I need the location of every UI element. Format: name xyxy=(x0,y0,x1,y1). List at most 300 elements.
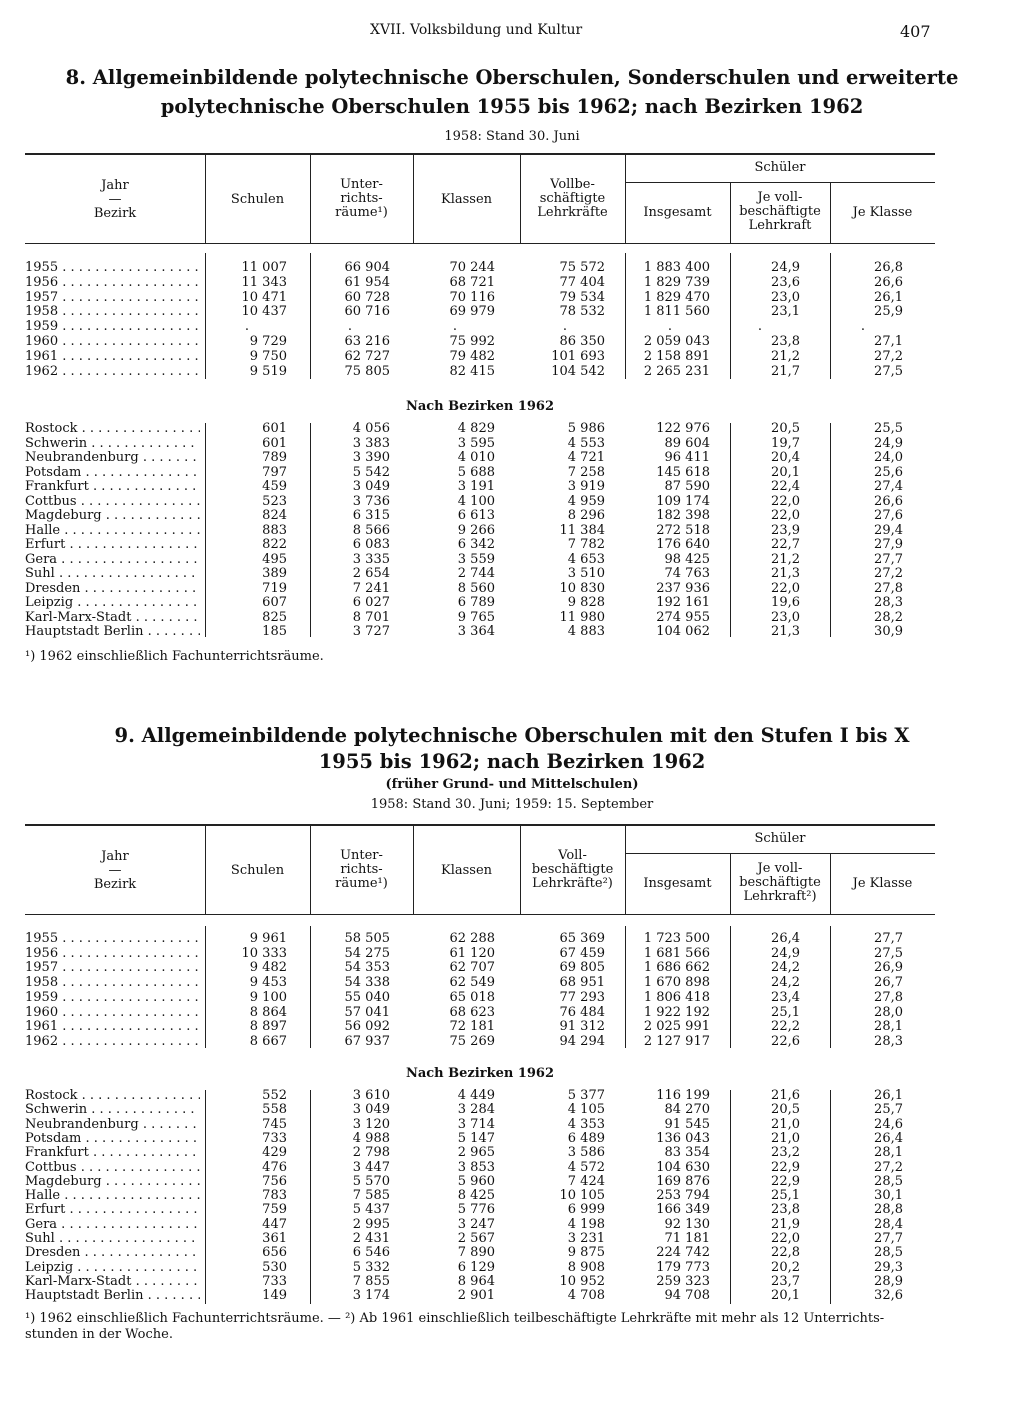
col-jahr-header: Jahr — Bezirk xyxy=(93,178,137,221)
cell-lehrkraefte: 7 258 xyxy=(567,464,605,480)
cell-lehrkraefte: 6 999 xyxy=(567,1202,605,1218)
cell-schulen: 185 xyxy=(262,624,287,639)
cell-je-lehrkraft: 23,2 xyxy=(771,1145,800,1161)
bezirk-row xyxy=(25,1218,935,1233)
year-row xyxy=(25,991,935,1006)
cell-schulen: 601 xyxy=(262,435,287,451)
cell-lehrkraefte: 75 572 xyxy=(559,260,605,275)
cell-je-lehrkraft: 25,1 xyxy=(771,1004,800,1020)
cell-label: 1955 . . . xyxy=(25,261,200,276)
cell-klassen: 62 288 xyxy=(449,931,495,946)
cell-klassen: 68 623 xyxy=(449,1004,495,1020)
cell-label: Magdeburg . . . xyxy=(25,509,200,524)
cell-insgesamt: 1 723 500 xyxy=(643,931,710,946)
cell-label: 1962 . . . xyxy=(25,365,200,380)
cell-klassen: 9 765 xyxy=(457,609,495,625)
bezirk-row xyxy=(25,567,935,582)
cell-lehrkraefte: 77 404 xyxy=(559,274,605,290)
table8-section-bezirke: Nach Bezirken 1962 xyxy=(405,399,555,414)
page-header xyxy=(0,22,1024,46)
cell-je-klasse: 28,0 xyxy=(874,1004,903,1020)
cell-je-lehrkraft: 21,2 xyxy=(771,348,800,364)
cell-je-klasse: 27,2 xyxy=(874,1159,903,1175)
cell-raeume: 67 937 xyxy=(344,1033,390,1049)
cell-insgesamt: 192 161 xyxy=(656,595,710,610)
cell-insgesamt: 104 062 xyxy=(656,624,710,639)
cell-je-lehrkraft: 24,2 xyxy=(771,960,800,976)
year-row xyxy=(25,932,935,947)
cell-raeume: 56 092 xyxy=(344,1019,390,1035)
cell-je-klasse: 27,6 xyxy=(874,508,903,523)
cell-je-klasse: 30,9 xyxy=(874,624,903,639)
cell-schulen: 9 100 xyxy=(249,989,287,1005)
cell-klassen: 8 425 xyxy=(457,1188,495,1204)
cell-je-lehrkraft: 25,1 xyxy=(771,1188,800,1204)
cell-raeume: 5 542 xyxy=(352,464,390,480)
cell-raeume: 7 855 xyxy=(352,1273,390,1289)
cell-je-lehrkraft: 22,4 xyxy=(771,479,800,494)
cell-insgesamt: 1 806 418 xyxy=(643,989,710,1005)
cell-label: Neubrandenburg . . . xyxy=(25,1118,200,1133)
cell-klassen: 5 147 xyxy=(457,1130,495,1146)
cell-raeume: 3 383 xyxy=(352,435,390,451)
cell-insgesamt: 145 618 xyxy=(656,464,710,480)
cell-klassen: 75 269 xyxy=(449,1033,495,1049)
cell-klassen: 3 559 xyxy=(457,551,495,567)
cell-lehrkraefte: 86 350 xyxy=(559,334,605,349)
cell-label: Rostock . . . xyxy=(25,1089,200,1104)
cell-raeume: 4 056 xyxy=(352,421,390,436)
cell-schulen: 601 xyxy=(262,421,287,436)
cell-insgesamt: 2 265 231 xyxy=(643,363,710,379)
cell-label: Halle . . . xyxy=(25,524,200,539)
cell-klassen: 8 560 xyxy=(457,580,495,596)
year-row xyxy=(25,261,935,276)
cell-je-lehrkraft: 20,1 xyxy=(771,464,800,480)
cell-raeume: 3 174 xyxy=(352,1288,390,1304)
cell-lehrkraefte: 7 424 xyxy=(567,1173,605,1189)
col-je-lehrkraft-header: Je voll- beschäftigte Lehrkraft²) xyxy=(739,861,821,904)
cell-klassen: . xyxy=(452,319,458,335)
cell-schulen: 797 xyxy=(262,464,287,480)
cell-lehrkraefte: 4 105 xyxy=(567,1102,605,1118)
cell-je-klasse: 26,6 xyxy=(874,493,903,509)
cell-lehrkraefte: 4 721 xyxy=(567,450,605,465)
cell-schulen: 8 667 xyxy=(249,1033,287,1049)
cell-je-klasse: 27,8 xyxy=(874,580,903,596)
cell-klassen: 70 244 xyxy=(449,260,495,275)
cell-je-lehrkraft: 21,2 xyxy=(771,551,800,567)
col-je-klasse-header: Je Klasse xyxy=(852,876,913,891)
cell-je-klasse: 25,5 xyxy=(874,421,903,436)
cell-je-lehrkraft: 21,3 xyxy=(771,566,800,581)
cell-schulen: 9 453 xyxy=(249,975,287,991)
cell-label: Karl-Marx-Stadt . . . xyxy=(25,1275,200,1290)
cell-je-lehrkraft: 20,1 xyxy=(771,1288,800,1304)
cell-label: 1955 . . . xyxy=(25,932,200,947)
year-row xyxy=(25,291,935,306)
cell-je-klasse: . xyxy=(860,319,866,335)
cell-lehrkraefte: 3 231 xyxy=(567,1231,605,1246)
cell-insgesamt: 2 025 991 xyxy=(643,1019,710,1035)
cell-insgesamt: 1 686 662 xyxy=(643,960,710,976)
cell-raeume: 3 447 xyxy=(352,1159,390,1175)
cell-schulen: 822 xyxy=(262,537,287,552)
cell-je-klasse: 24,6 xyxy=(874,1116,903,1132)
cell-je-lehrkraft: 21,6 xyxy=(771,1088,800,1103)
cell-insgesamt: 2 158 891 xyxy=(643,348,710,364)
cell-schulen: 459 xyxy=(262,479,287,494)
cell-schulen: 759 xyxy=(262,1202,287,1218)
cell-raeume: 63 216 xyxy=(344,334,390,349)
cell-raeume: 61 954 xyxy=(344,274,390,290)
cell-label: 1958 . . . xyxy=(25,976,200,991)
cell-label: Suhl . . . xyxy=(25,567,200,582)
cell-schulen: 825 xyxy=(262,609,287,625)
cell-schulen: 9 482 xyxy=(249,960,287,976)
cell-label: Gera . . . xyxy=(25,553,200,568)
cell-insgesamt: 109 174 xyxy=(656,493,710,509)
year-row xyxy=(25,961,935,976)
cell-je-klasse: 27,7 xyxy=(874,931,903,946)
cell-lehrkraefte: 7 782 xyxy=(567,537,605,552)
cell-raeume: 6 315 xyxy=(352,508,390,523)
col-jahr-header: Jahr — Bezirk xyxy=(93,849,137,892)
cell-insgesamt: 2 127 917 xyxy=(643,1033,710,1049)
cell-insgesamt: 1 883 400 xyxy=(643,260,710,275)
col-lehrkraefte-header: Voll- beschäftigte Lehrkräfte²) xyxy=(531,848,614,891)
cell-je-lehrkraft: 22,2 xyxy=(771,1019,800,1035)
cell-lehrkraefte: . xyxy=(562,319,568,335)
cell-insgesamt: 182 398 xyxy=(656,508,710,523)
cell-lehrkraefte: 65 369 xyxy=(559,931,605,946)
table9-section-bezirke: Nach Bezirken 1962 xyxy=(405,1066,555,1081)
cell-raeume: 54 338 xyxy=(344,975,390,991)
cell-label: 1959 . . . xyxy=(25,320,200,335)
cell-lehrkraefte: 4 572 xyxy=(567,1159,605,1175)
cell-klassen: 3 191 xyxy=(457,479,495,494)
cell-raeume: 54 353 xyxy=(344,960,390,976)
cell-insgesamt: 91 545 xyxy=(664,1116,710,1132)
table9-title-line2: 1955 bis 1962; nach Bezirken 1962 xyxy=(318,750,706,773)
bezirk-row xyxy=(25,1161,935,1176)
cell-schulen: 149 xyxy=(262,1288,287,1304)
bezirk-row xyxy=(25,495,935,510)
cell-schulen: 8 864 xyxy=(249,1004,287,1020)
cell-label: Halle . . . xyxy=(25,1189,200,1204)
bezirk-row xyxy=(25,1289,935,1304)
cell-je-lehrkraft: 19,6 xyxy=(771,595,800,610)
cell-klassen: 6 789 xyxy=(457,595,495,610)
cell-raeume: 6 027 xyxy=(352,595,390,610)
table8-stand: 1958: Stand 30. Juni xyxy=(444,129,580,144)
cell-raeume: 62 727 xyxy=(344,348,390,364)
cell-schulen: 11 343 xyxy=(241,274,287,290)
cell-je-klasse: 26,4 xyxy=(874,1130,903,1146)
cell-lehrkraefte: 10 830 xyxy=(559,580,605,596)
cell-lehrkraefte: 4 553 xyxy=(567,435,605,451)
cell-je-lehrkraft: 24,2 xyxy=(771,975,800,991)
cell-label: Leipzig . . . xyxy=(25,596,200,611)
cell-je-lehrkraft: 21,3 xyxy=(771,624,800,639)
cell-je-klasse: 26,1 xyxy=(874,1088,903,1103)
cell-je-lehrkraft: 20,5 xyxy=(771,421,800,436)
bezirk-row xyxy=(25,625,935,640)
cell-schulen: 476 xyxy=(262,1159,287,1175)
cell-je-klasse: 29,3 xyxy=(874,1259,903,1275)
cell-je-klasse: 26,1 xyxy=(874,289,903,305)
cell-klassen: 75 992 xyxy=(449,334,495,349)
cell-raeume: 60 716 xyxy=(344,304,390,320)
cell-je-klasse: 28,5 xyxy=(874,1245,903,1261)
cell-label: Cottbus . . . xyxy=(25,1161,200,1176)
cell-insgesamt: 224 742 xyxy=(656,1245,710,1261)
bezirk-row xyxy=(25,1246,935,1261)
table9-footnote-2: stunden in der Woche. xyxy=(25,1327,173,1342)
cell-raeume: 5 332 xyxy=(352,1259,390,1275)
cell-lehrkraefte: 8 908 xyxy=(567,1259,605,1275)
cell-schulen: . xyxy=(244,319,250,335)
cell-je-klasse: 28,3 xyxy=(874,595,903,610)
cell-klassen: 3 364 xyxy=(457,624,495,639)
cell-lehrkraefte: 3 586 xyxy=(567,1145,605,1161)
cell-je-lehrkraft: 22,9 xyxy=(771,1159,800,1175)
col-schueler-header: Schüler xyxy=(754,831,806,846)
cell-klassen: 4 100 xyxy=(457,493,495,509)
cell-insgesamt: 71 181 xyxy=(664,1231,710,1246)
bezirk-row xyxy=(25,1146,935,1161)
cell-schulen: 11 007 xyxy=(241,260,287,275)
cell-lehrkraefte: 4 708 xyxy=(567,1288,605,1304)
cell-label: 1962 . . . xyxy=(25,1035,200,1050)
cell-je-klasse: 26,8 xyxy=(874,260,903,275)
cell-je-lehrkraft: 22,0 xyxy=(771,508,800,523)
bezirk-row xyxy=(25,1261,935,1276)
cell-je-klasse: 26,7 xyxy=(874,975,903,991)
cell-je-lehrkraft: 22,0 xyxy=(771,1231,800,1246)
cell-label: Leipzig . . . xyxy=(25,1261,200,1276)
cell-insgesamt: 92 130 xyxy=(664,1216,710,1232)
table8 xyxy=(25,153,935,639)
cell-label: Frankfurt . . . xyxy=(25,480,200,495)
cell-klassen: 3 284 xyxy=(457,1102,495,1118)
cell-lehrkraefte: 6 489 xyxy=(567,1130,605,1146)
cell-insgesamt: 74 763 xyxy=(664,566,710,581)
cell-je-lehrkraft: 22,0 xyxy=(771,493,800,509)
cell-schulen: 361 xyxy=(262,1231,287,1246)
cell-klassen: 5 776 xyxy=(457,1202,495,1218)
cell-lehrkraefte: 3 510 xyxy=(567,566,605,581)
cell-je-lehrkraft: 22,0 xyxy=(771,580,800,596)
cell-insgesamt: 87 590 xyxy=(664,479,710,494)
cell-insgesamt: 2 059 043 xyxy=(643,334,710,349)
cell-klassen: 82 415 xyxy=(449,363,495,379)
col-schueler-header: Schüler xyxy=(754,160,806,175)
cell-lehrkraefte: 78 532 xyxy=(559,304,605,320)
cell-klassen: 61 120 xyxy=(449,945,495,961)
bezirk-row xyxy=(25,422,935,437)
cell-label: 1956 . . . xyxy=(25,947,200,962)
cell-insgesamt: 1 811 560 xyxy=(643,304,710,320)
cell-je-lehrkraft: 23,7 xyxy=(771,1273,800,1289)
cell-raeume: 54 275 xyxy=(344,945,390,961)
cell-je-lehrkraft: 23,0 xyxy=(771,609,800,625)
cell-lehrkraefte: 94 294 xyxy=(559,1033,605,1049)
cell-je-klasse: 27,5 xyxy=(874,945,903,961)
cell-je-klasse: 27,7 xyxy=(874,551,903,567)
cell-je-klasse: 28,8 xyxy=(874,1202,903,1218)
cell-lehrkraefte: 11 384 xyxy=(559,522,605,538)
cell-je-klasse: 32,6 xyxy=(874,1288,903,1304)
cell-lehrkraefte: 9 828 xyxy=(567,595,605,610)
cell-schulen: 9 729 xyxy=(249,334,287,349)
cell-label: 1958 . . . xyxy=(25,305,200,320)
cell-lehrkraefte: 104 542 xyxy=(551,363,605,379)
cell-je-lehrkraft: 22,9 xyxy=(771,1173,800,1189)
cell-klassen: 79 482 xyxy=(449,348,495,364)
year-row xyxy=(25,276,935,291)
cell-label: Hauptstadt Berlin . . . xyxy=(25,625,200,640)
cell-je-lehrkraft: 23,1 xyxy=(771,304,800,320)
cell-lehrkraefte: 4 959 xyxy=(567,493,605,509)
cell-je-klasse: 30,1 xyxy=(874,1188,903,1204)
cell-klassen: 62 549 xyxy=(449,975,495,991)
cell-raeume: 8 566 xyxy=(352,522,390,538)
cell-raeume: 66 904 xyxy=(344,260,390,275)
cell-raeume: 3 727 xyxy=(352,624,390,639)
cell-label: 1961 . . . xyxy=(25,350,200,365)
cell-je-lehrkraft: 21,9 xyxy=(771,1216,800,1232)
cell-label: Potsdam . . . xyxy=(25,466,200,481)
year-row xyxy=(25,335,935,350)
cell-je-klasse: 28,5 xyxy=(874,1173,903,1189)
col-schulen-header: Schulen xyxy=(230,192,285,207)
cell-raeume: 57 041 xyxy=(344,1004,390,1020)
cell-raeume: 3 610 xyxy=(352,1088,390,1103)
bezirk-row xyxy=(25,611,935,626)
cell-je-lehrkraft: 21,0 xyxy=(771,1116,800,1132)
cell-je-klasse: 27,1 xyxy=(874,334,903,349)
cell-lehrkraefte: 9 875 xyxy=(567,1245,605,1261)
cell-je-klasse: 28,1 xyxy=(874,1145,903,1161)
cell-label: Hauptstadt Berlin . . . xyxy=(25,1289,200,1304)
col-raeume-header: Unter- richts- räume¹) xyxy=(335,177,388,220)
cell-je-lehrkraft: 23,8 xyxy=(771,334,800,349)
cell-lehrkraefte: 4 653 xyxy=(567,551,605,567)
cell-label: 1957 . . . xyxy=(25,291,200,306)
cell-label: Karl-Marx-Stadt . . . xyxy=(25,611,200,626)
year-row xyxy=(25,1020,935,1035)
cell-je-lehrkraft: 21,7 xyxy=(771,363,800,379)
col-insgesamt-header: Insgesamt xyxy=(643,876,712,891)
col-klassen-header: Klassen xyxy=(440,863,493,878)
cell-label: Suhl . . . xyxy=(25,1232,200,1247)
cell-label: Frankfurt . . . xyxy=(25,1146,200,1161)
cell-schulen: 552 xyxy=(262,1088,287,1103)
cell-je-klasse: 28,9 xyxy=(874,1273,903,1289)
cell-insgesamt: 89 604 xyxy=(664,435,710,451)
bezirk-row xyxy=(25,1203,935,1218)
section-title: XVII. Volksbildung und Kultur xyxy=(370,22,583,38)
cell-schulen: 883 xyxy=(262,522,287,538)
cell-insgesamt: 1 922 192 xyxy=(643,1004,710,1020)
cell-schulen: 8 897 xyxy=(249,1019,287,1035)
cell-schulen: 733 xyxy=(262,1273,287,1289)
cell-raeume: 3 736 xyxy=(352,493,390,509)
cell-je-klasse: 27,7 xyxy=(874,1231,903,1246)
col-insgesamt-header: Insgesamt xyxy=(643,205,712,220)
cell-je-klasse: 28,1 xyxy=(874,1019,903,1035)
col-lehrkraefte-header: Vollbe- schäftigte Lehrkräfte xyxy=(537,177,608,220)
cell-schulen: 783 xyxy=(262,1188,287,1204)
cell-label: Dresden . . . xyxy=(25,1246,200,1261)
bezirk-row xyxy=(25,582,935,597)
cell-schulen: 429 xyxy=(262,1145,287,1161)
bezirk-row xyxy=(25,524,935,539)
cell-schulen: 10 437 xyxy=(241,304,287,320)
year-row xyxy=(25,1035,935,1050)
cell-schulen: 656 xyxy=(262,1245,287,1261)
cell-raeume: 5 570 xyxy=(352,1173,390,1189)
col-schulen-header: Schulen xyxy=(230,863,285,878)
cell-je-klasse: 27,5 xyxy=(874,363,903,379)
cell-schulen: 824 xyxy=(262,508,287,523)
cell-klassen: 70 116 xyxy=(449,289,495,305)
cell-label: 1961 . . . xyxy=(25,1020,200,1035)
table9-footnote-1: ¹) 1962 einschließlich Fachunterrichtsräume. — ²) Ab 1961 einschließlich teilbeschäftigte Lehrkräfte mit mehr als 12 Unterrichts- xyxy=(25,1311,885,1326)
cell-klassen: 62 707 xyxy=(449,960,495,976)
cell-lehrkraefte: 68 951 xyxy=(559,975,605,991)
cell-lehrkraefte: 79 534 xyxy=(559,289,605,305)
cell-je-lehrkraft: 23,6 xyxy=(771,274,800,290)
cell-je-lehrkraft: 24,9 xyxy=(771,260,800,275)
col-je-klasse-header: Je Klasse xyxy=(852,205,913,220)
cell-schulen: 9 750 xyxy=(249,348,287,364)
cell-raeume: 6 546 xyxy=(352,1245,390,1261)
cell-label: Erfurt . . . xyxy=(25,1203,200,1218)
cell-raeume: 6 083 xyxy=(352,537,390,552)
cell-insgesamt: 136 043 xyxy=(656,1130,710,1146)
cell-lehrkraefte: 8 296 xyxy=(567,508,605,523)
cell-je-lehrkraft: 20,2 xyxy=(771,1259,800,1275)
cell-raeume: 60 728 xyxy=(344,289,390,305)
cell-insgesamt: 98 425 xyxy=(664,551,710,567)
cell-raeume: 8 701 xyxy=(352,609,390,625)
cell-klassen: 9 266 xyxy=(457,522,495,538)
cell-je-klasse: 27,4 xyxy=(874,479,903,494)
cell-raeume: . xyxy=(347,319,353,335)
cell-label: Cottbus . . . xyxy=(25,495,200,510)
cell-klassen: 5 688 xyxy=(457,464,495,480)
cell-insgesamt: 96 411 xyxy=(664,450,710,465)
cell-label: Magdeburg . . . xyxy=(25,1175,200,1190)
col-raeume-header: Unter- richts- räume¹) xyxy=(335,848,388,891)
cell-label: 1956 . . . xyxy=(25,276,200,291)
year-row xyxy=(25,305,935,320)
cell-je-lehrkraft: 24,9 xyxy=(771,945,800,961)
cell-klassen: 4 829 xyxy=(457,421,495,436)
cell-insgesamt: 94 708 xyxy=(664,1288,710,1304)
cell-je-klasse: 27,9 xyxy=(874,537,903,552)
cell-insgesamt: 83 354 xyxy=(664,1145,710,1161)
cell-label: Neubrandenburg . . . xyxy=(25,451,200,466)
cell-insgesamt: 84 270 xyxy=(664,1102,710,1118)
cell-insgesamt: . xyxy=(667,319,673,335)
cell-schulen: 745 xyxy=(262,1116,287,1132)
cell-raeume: 3 335 xyxy=(352,551,390,567)
cell-insgesamt: 166 349 xyxy=(656,1202,710,1218)
cell-raeume: 3 049 xyxy=(352,479,390,494)
